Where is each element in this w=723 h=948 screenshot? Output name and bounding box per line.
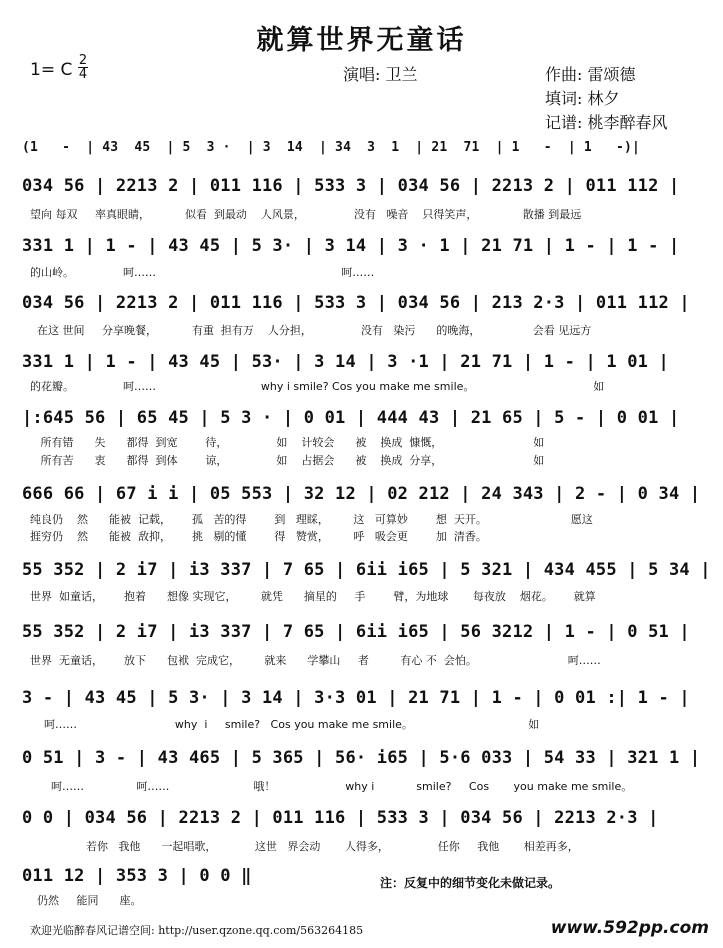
score-row: 0 51 | 3 - | 43 465 | 5 365 | 56· i65 | 5·6 033 | 54 33 | 321 1 | xyxy=(22,748,701,768)
time-signature xyxy=(78,54,88,81)
score-row-intro: (1 - | 43 45 | 5 3 · | 3 14 | 34 3 1 | 21 71 | 1 - | 1 -)| xyxy=(22,140,641,155)
time-signature-top: 2 xyxy=(78,53,88,68)
score-row: 034 56 | 2213 2 | 011 116 | 533 3 | 034 56 | 2213 2 | 011 112 | xyxy=(22,176,680,196)
lyric-line: 仍然 能同 座。 xyxy=(30,894,142,907)
lyric-line: 的山岭。 呵…… 呵…… xyxy=(30,266,375,279)
composer-credit: 作曲: 雷颂德 xyxy=(545,65,636,84)
footer-link[interactable]: 欢迎光临醉春风记谱空间: http://user.qzone.qq.com/563264185 xyxy=(30,924,364,937)
lyric-line: 世界 如童话， 抱着 想像 实现它， 就凭 摘星的 手 臂，为地球 每夜放 烟花。 就算 xyxy=(30,590,596,603)
lyric-line: 所有错 失 都得 到宽 待， 如 计较会 被 换成 慷慨， 如 xyxy=(30,436,545,449)
lyric-line-verse-2: 所有苦 衷 都得 到体 谅， 如 占据会 被 换成 分享， 如 xyxy=(30,454,545,467)
score-row: 55 352 | 2 i7 | i3 337 | 7 65 | 6ii i65 | 56 3212 | 1 - | 0 51 | xyxy=(22,622,690,642)
score-row: 331 1 | 1 - | 43 45 | 5 3· | 3 14 | 3 · 1 | 21 71 | 1 - | 1 - | xyxy=(22,236,680,256)
transcriber-credit: 记谱: 桃李醉春风 xyxy=(545,113,668,132)
score-row: |:645 56 | 65 45 | 5 3 · | 0 01 | 444 43 | 21 65 | 5 - | 0 01 | xyxy=(22,408,680,428)
lyric-line: 望向 每双 率真眼睛， 似看 到最动 人风景， 没有 噪音 只得笑声， 散播 到最远 xyxy=(30,208,582,221)
lyric-line: 呵…… why i smile? Cos you make me smile。 如 xyxy=(30,718,540,731)
time-signature-bottom: 4 xyxy=(78,67,88,82)
score-row: 331 1 | 1 - | 43 45 | 53· | 3 14 | 3 ·1 | 21 71 | 1 - | 1 01 | xyxy=(22,352,669,372)
lyric-line: 的花瓣。 呵…… why i smile? Cos you make me smile。 如 xyxy=(30,380,605,393)
song-title: 就算世界无童话 xyxy=(256,25,467,56)
site-logo: www.592pp.com xyxy=(550,918,709,938)
key-signature: 1= C xyxy=(30,60,73,80)
lyricist-credit: 填词: 林夕 xyxy=(545,89,620,108)
lyric-line: 若你 我他 一起唱歌， 这世 界会动 人得多， 任你 我他 相差再多， xyxy=(30,840,579,853)
lyric-line: 世界 无童话， 放下 包袱 完成它， 就来 学攀山 者 有心 不 会怕。 呵…… xyxy=(30,654,601,667)
lyric-line-verse-2: 捱穷仍 然 能被 敌抑， 挑 剔的懂 得 赞赏， 呼 吸会更 加 清香。 xyxy=(30,530,487,543)
annotation-note: 注：反复中的细节变化未做记录。 xyxy=(380,876,561,890)
score-row-final: 011 12 | 353 3 | 0 0 ‖ xyxy=(22,866,252,886)
lyric-line: 在这 世间 分享晚餐， 有重 担有万 人分担， 没有 染污 的晚海， 会看 见远方 xyxy=(30,324,592,337)
score-row: 55 352 | 2 i7 | i3 337 | 7 65 | 6ii i65 | 5 321 | 434 455 | 5 34 | xyxy=(22,560,711,580)
score-row: 666 66 | 67 i i | 05 553 | 32 12 | 02 212 | 24 343 | 2 - | 0 34 | xyxy=(22,484,701,504)
score-row: 0 0 | 034 56 | 2213 2 | 011 116 | 533 3 | 034 56 | 2213 2·3 | xyxy=(22,808,659,828)
lyric-line: 呵…… 呵…… 哦！ why i smile? Cos you make me smile。 xyxy=(30,780,633,793)
score-row: 034 56 | 2213 2 | 011 116 | 533 3 | 034 56 | 213 2·3 | 011 112 | xyxy=(22,293,690,313)
singer-credit: 演唱: 卫兰 xyxy=(343,65,418,84)
score-row: 3 - | 43 45 | 5 3· | 3 14 | 3·3 01 | 21 71 | 1 - | 0 01 :| 1 - | xyxy=(22,688,690,708)
lyric-line: 纯良仍 然 能被 记载， 孤 苦的得 到 理睬， 这 可算妙 想 天开。 愿这 xyxy=(30,513,593,526)
